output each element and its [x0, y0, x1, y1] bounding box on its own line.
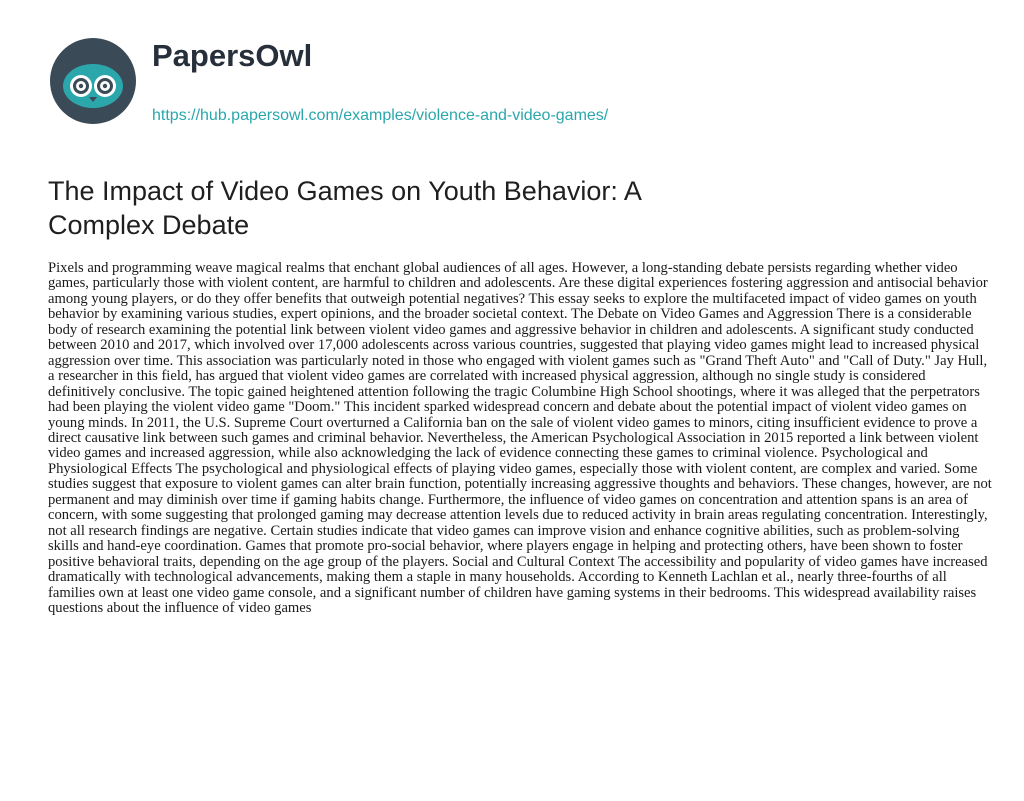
- brand-name: PapersOwl: [152, 38, 313, 73]
- article-title: The Impact of Video Games on Youth Behavior: A Complex Debate: [48, 176, 641, 240]
- source-url-link[interactable]: https://hub.papersowl.com/examples/violence-and-video-games/: [152, 107, 609, 124]
- owl-eyes-icon: [48, 36, 138, 126]
- article-body: Pixels and programming weave magical realms that enchant global audiences of all ages. However, a long-standing debate persists regarding whether video games, particularly those with violent content, are harmful to children and adolescents. Are these digital experiences fostering aggression and antisocial behavior among young players, or do they offer benefits that outweigh potential negatives? This essay seeks to explore the multifaceted impact of video games on youth behavior by examining various studies, expert opinions, and the broader societal context. The Debate on Video Games and Aggression There is a considerable body of research examining the potential link between violent video games and aggressive behavior in children and adolescents. A significant study conducted between 2010 and 2017, which involved over 17,000 adolescents across various countries, suggested that playing video games might lead to increased physical aggression over time. This association was particularly noted in those who engaged with violent games such as "Grand Theft Auto" and "Call of Duty." Jay Hull, a researcher in this field, has argued that violent video games are correlated with increased physical aggression, although no single study is considered definitively conclusive. The topic gained heightened attention following the tragic Columbine High School shootings, where it was alleged that the perpetrators had been playing the violent video game "Doom." This incident sparked widespread concern and debate about the potential impact of violent video games on young minds. In 2011, the U.S. Supreme Court overturned a California ban on the sale of violent video games to minors, citing insufficient evidence to prove a direct causative link between such games and criminal behavior. Nevertheless, the American Psychological Association in 2015 reported a link between violent video games and increased aggression, while also acknowledging the lack of evidence connecting these games to criminal violence. Psychological and Physiological Effects The psychological and physiological effects of playing video games, especially those with violent content, are complex and varied. Some studies suggest that exposure to violent games can alter brain function, potentially increasing aggressive thoughts and behaviors. These changes, however, are not permanent and may diminish over time if gaming habits change. Furthermore, the influence of video games on concentration and attention spans is an area of concern, with some suggesting that prolonged gaming may decrease attention levels due to reduced activity in brain areas regulating concentration. Interestingly, not all research findings are negative. Certain studies indicate that video games can improve vision and enhance cognitive abilities, such as problem-solving skills and hand-eye coordination. Games that promote pro-social behavior, where players engage in helping and protecting others, have been shown to foster positive behavioral traits, depending on the age group of the players. Social and Cultural Context The accessibility and popularity of video games have increased dramatically with technological advancements, making them a staple in many households. According to Kenneth Lachlan et al., nearly three-fourths of all families own at least one video game console, and a significant number of children have gaming systems in their bedrooms. This widespread availability raises questions about the influence of video games: [48, 260, 992, 616]
